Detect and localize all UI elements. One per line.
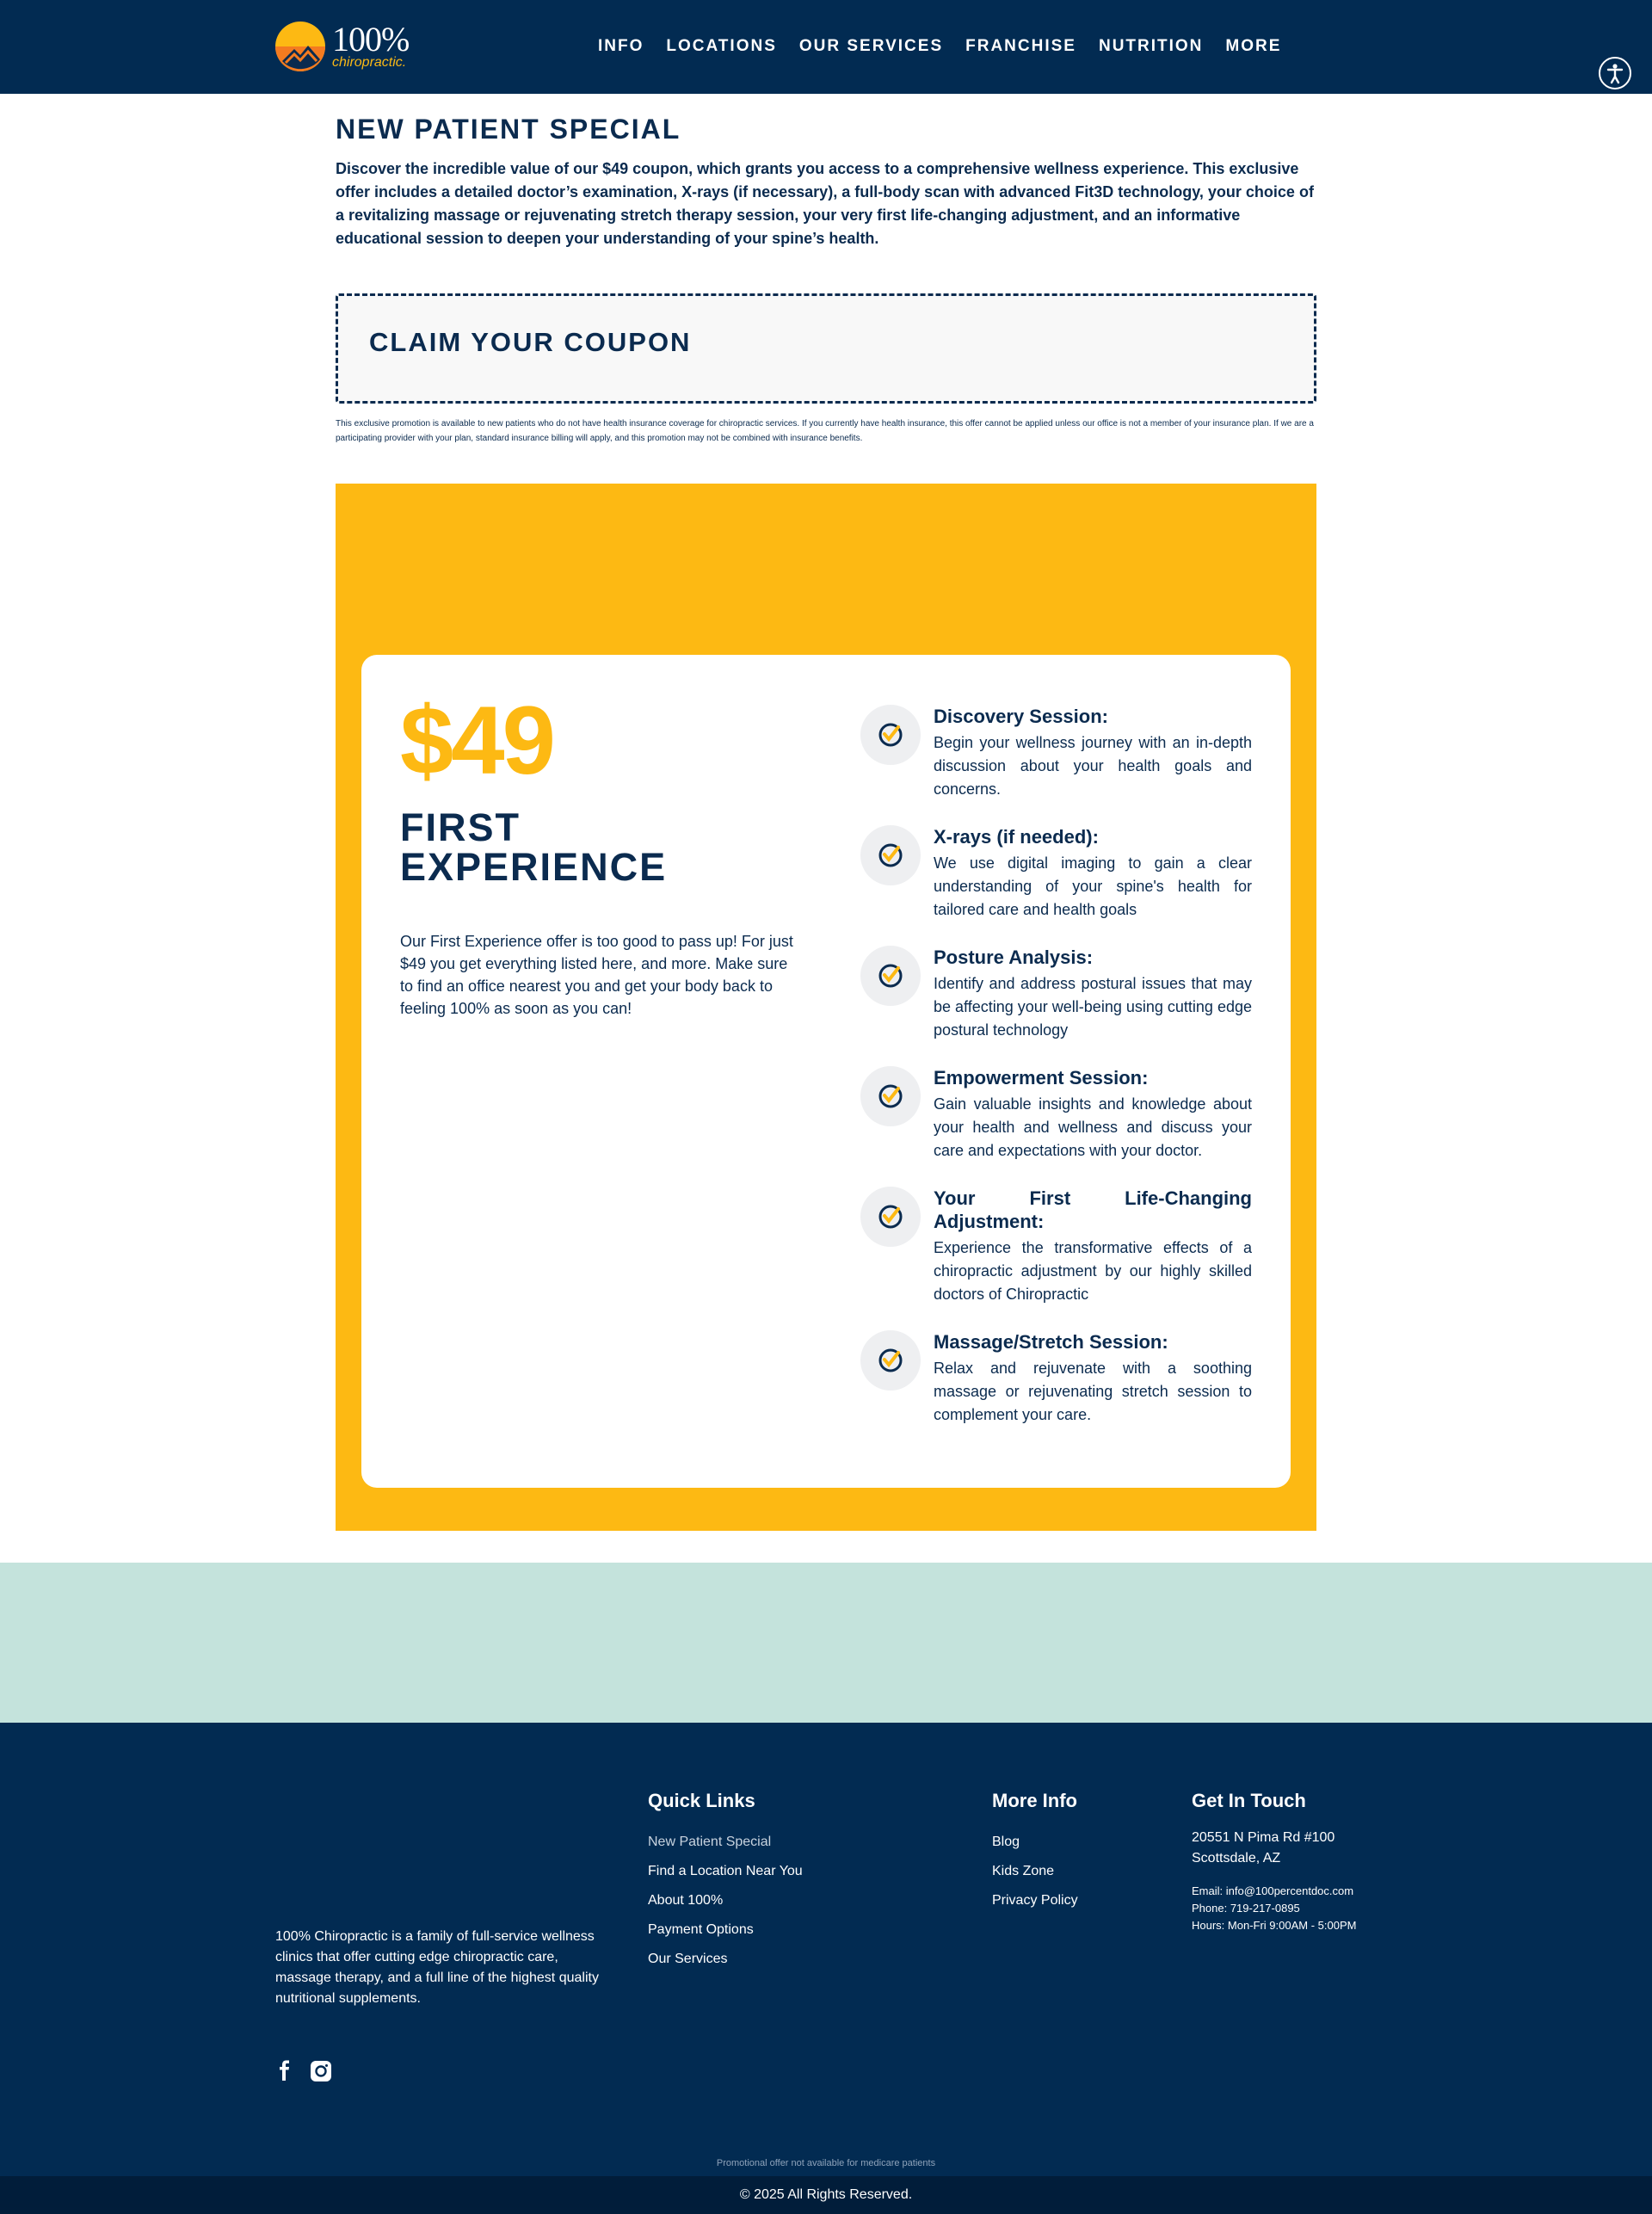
feature-text: Identify and address postural issues that may be affecting your well-being using cutting edge postural technology bbox=[934, 975, 1252, 1039]
feature-item bbox=[860, 946, 1252, 1066]
address-line: Scottsdale, AZ bbox=[1192, 1851, 1281, 1866]
feature-title: Massage/Stretch Session: bbox=[934, 1331, 1168, 1353]
social-links bbox=[275, 2060, 332, 2087]
more-info-column bbox=[992, 1790, 1078, 1915]
check-circle-icon bbox=[860, 825, 921, 885]
nav-locations[interactable]: LOCATIONS bbox=[666, 37, 777, 55]
instagram-icon[interactable] bbox=[310, 2060, 332, 2087]
offer-price: $49 bbox=[400, 687, 553, 794]
contact-title: Get In Touch bbox=[1192, 1790, 1306, 1811]
claim-coupon-box[interactable] bbox=[336, 293, 1316, 404]
top-navbar bbox=[0, 0, 1652, 94]
footer bbox=[0, 1723, 1652, 2176]
nav-more[interactable]: MORE bbox=[1225, 37, 1282, 55]
logo-text: 100% bbox=[332, 20, 410, 59]
feature-title: Your First Life-Changing Adjustment: bbox=[934, 1187, 1252, 1232]
sun-logo-icon bbox=[274, 20, 327, 73]
copyright-bar: © 2025 All Rights Reserved. bbox=[0, 2176, 1652, 2214]
contact-details bbox=[1192, 1883, 1356, 1934]
contact-column bbox=[1192, 1790, 1356, 1934]
accessibility-icon bbox=[1600, 59, 1630, 88]
footer-link-privacy-policy[interactable]: Privacy Policy bbox=[992, 1893, 1078, 1908]
feature-title: Posture Analysis: bbox=[934, 947, 1094, 968]
promo-note: Promotional offer not available for medicare patients bbox=[716, 2158, 936, 2168]
nav-nutrition[interactable]: NUTRITION bbox=[1098, 37, 1204, 55]
feature-title: Discovery Session: bbox=[934, 706, 1108, 727]
feature-item bbox=[860, 1066, 1252, 1187]
quick-links-column bbox=[648, 1790, 803, 1974]
offer-section bbox=[336, 484, 1316, 1531]
contact-email[interactable]: Email: info@100percentdoc.com bbox=[1192, 1884, 1354, 1897]
feature-item bbox=[860, 825, 1252, 946]
feature-list bbox=[860, 705, 1252, 1451]
check-circle-icon bbox=[860, 1066, 921, 1126]
offer-heading: FIRST EXPERIENCE bbox=[400, 805, 668, 889]
footer-link-about[interactable]: About 100% bbox=[648, 1893, 724, 1908]
feature-text: Relax and rejuvenate with a soothing massage or rejuvenating stretch session to complement your care. bbox=[934, 1360, 1252, 1423]
footer-link-find-location[interactable]: Find a Location Near You bbox=[648, 1864, 803, 1878]
mint-band bbox=[0, 1563, 1652, 1723]
main-nav bbox=[587, 34, 1292, 60]
nav-info[interactable]: INFO bbox=[598, 37, 644, 55]
feature-item bbox=[860, 1330, 1252, 1451]
check-circle-icon bbox=[860, 1330, 921, 1391]
more-info-title: More Info bbox=[992, 1790, 1077, 1811]
footer-link-new-patient-special[interactable]: New Patient Special bbox=[648, 1835, 772, 1849]
logo-subtext: chiropractic. bbox=[332, 55, 407, 70]
footer-link-blog[interactable]: Blog bbox=[992, 1835, 1020, 1849]
footer-link-kids-zone[interactable]: Kids Zone bbox=[992, 1864, 1055, 1878]
feature-text: Experience the transformative effects of a chiropractic adjustment by our highly skilled doctors of Chiropractic bbox=[934, 1239, 1252, 1303]
footer-about: 100% Chiropractic is a family of full-service wellness clinics that offer cutting edge chiropractic care, massage therapy, and a full line of the highest quality nutritional supplements. bbox=[275, 1929, 599, 2006]
feature-item bbox=[860, 705, 1252, 825]
coupon-title: CLAIM YOUR COUPON bbox=[369, 327, 692, 357]
intro-section bbox=[336, 114, 1316, 250]
feature-text: Begin your wellness journey with an in-depth discussion about your health goals and concerns. bbox=[934, 734, 1252, 798]
page-title: NEW PATIENT SPECIAL bbox=[336, 114, 681, 145]
quick-links-title: Quick Links bbox=[648, 1790, 755, 1811]
feature-title: X-rays (if needed): bbox=[934, 826, 1099, 848]
feature-text: We use digital imaging to gain a clear understanding of your spine's health for tailored care and health goals bbox=[934, 854, 1252, 918]
offer-description: Our First Experience offer is too good to pass up! For just $49 you get everything listed here, and more. Make sure to find an office nearest you and get your body back to feeling 100% as soon as you can! bbox=[400, 933, 793, 1017]
contact-phone[interactable]: Phone: 719-217-0895 bbox=[1192, 1902, 1300, 1915]
feature-item bbox=[860, 1187, 1252, 1330]
feature-title: Empowerment Session: bbox=[934, 1067, 1149, 1088]
address-line: 20551 N Pima Rd #100 bbox=[1192, 1830, 1335, 1845]
feature-text: Gain valuable insights and knowledge about your health and wellness and discuss your care and expectations with your doctor. bbox=[934, 1095, 1252, 1159]
accessibility-button[interactable] bbox=[1599, 57, 1631, 89]
footer-link-payment-options[interactable]: Payment Options bbox=[648, 1922, 754, 1937]
address bbox=[1192, 1828, 1356, 1869]
check-circle-icon bbox=[860, 1187, 921, 1247]
check-circle-icon bbox=[860, 705, 921, 765]
intro-text: Discover the incredible value of our $49 coupon, which grants you access to a comprehensive wellness experience. This exclusive offer includes a detailed doctor’s examination, X-rays (if necessary), a full-body scan with advanced Fit3D technology, your choice of a revitalizing massage or rejuvenating stretch therapy session, your very first life-changing adjustment, and an informative educational session to deepen your understanding of your spine’s health. bbox=[336, 160, 1314, 247]
offer-card bbox=[361, 655, 1291, 1488]
footer-link-our-services[interactable]: Our Services bbox=[648, 1952, 728, 1966]
logo[interactable] bbox=[274, 19, 411, 74]
insurance-disclaimer: This exclusive promotion is available to new patients who do not have health insurance coverage for chiropractic services. If you currently have health insurance, this offer cannot be applied unless our office is not a member of your insurance plan. If we are a participating provider with your plan, standard insurance billing will apply, and this promotion may not be combined with insurance benefits. bbox=[336, 419, 1314, 443]
nav-our-services[interactable]: OUR SERVICES bbox=[798, 37, 944, 55]
nav-franchise[interactable]: FRANCHISE bbox=[965, 37, 1076, 55]
contact-hours: Hours: Mon-Fri 9:00AM - 5:00PM bbox=[1192, 1919, 1357, 1932]
check-circle-icon bbox=[860, 946, 921, 1006]
facebook-icon[interactable] bbox=[275, 2060, 294, 2087]
